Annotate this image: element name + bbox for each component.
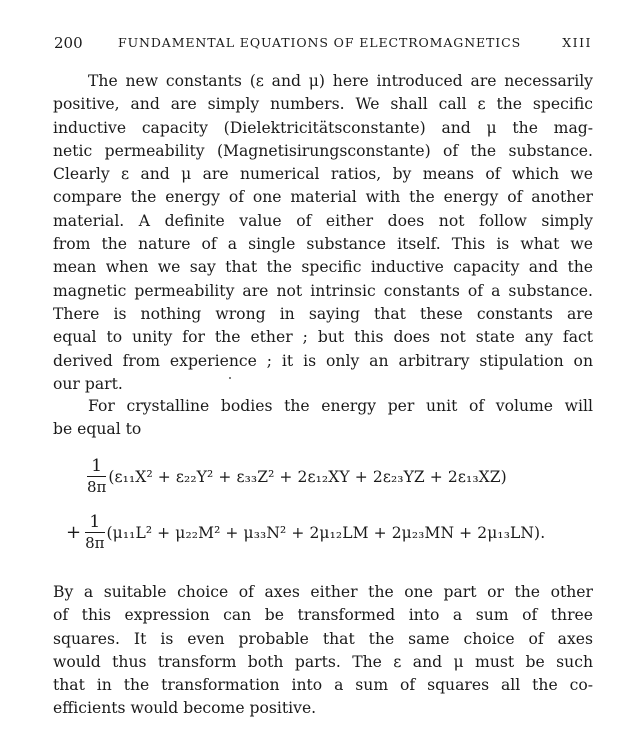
print-speck — [229, 377, 231, 379]
text-line: from the nature of a single substance itself. This is what we — [53, 235, 593, 254]
text-line: our part. — [53, 374, 123, 393]
chapter-number: XIII — [562, 35, 592, 50]
paragraph-crystalline — [53, 395, 593, 442]
fraction-one-over-eight-pi — [87, 456, 106, 497]
text-line: There is nothing wrong in saying that these constants are — [53, 304, 593, 323]
text-line: derived from experience ; it is only an arbitrary stipulation on — [53, 351, 593, 370]
fraction-denominator: 8π — [85, 534, 105, 552]
plus-sign: + — [66, 522, 82, 543]
text-line: compare the energy of one material with the energy of another — [53, 188, 593, 207]
text-line: squares. It is even probable that the same choice of axes — [53, 629, 593, 648]
text-line: mean when we say that the specific inductive capacity and the — [53, 258, 593, 277]
page-number: 200 — [54, 34, 83, 52]
paragraph-axes — [53, 581, 593, 721]
text-line: efficients would become positive. — [53, 699, 317, 718]
text-line: The new constants (ε and μ) here introduced are necessarily — [88, 72, 593, 90]
text-line: equal to unity for the ether ; but this does not state any fact — [53, 328, 593, 347]
text-line: For crystalline bodies the energy per unit of volume will — [88, 397, 593, 415]
epsilon-expression: (ε₁₁X² + ε₂₂Y² + ε₃₃Z² + 2ε₁₂XY + 2ε₂₃YZ + 2ε₁₃XZ) — [108, 467, 507, 486]
text-line: positive, and are simply numbers. We shall call ε the specific — [53, 95, 593, 114]
page-header — [54, 34, 592, 56]
fraction-numerator: 1 — [87, 456, 106, 477]
fraction-one-over-eight-pi — [85, 512, 104, 553]
text-line: By a suitable choice of axes either the one part or the other — [53, 583, 593, 601]
text-line: of this expression can be transformed into a sum of three — [53, 606, 593, 625]
text-line: Clearly ε and μ are numerical ratios, by means of which we — [53, 165, 593, 184]
text-line: material. A definite value of either does not follow simply — [53, 211, 593, 230]
equation-line-epsilon — [87, 456, 507, 497]
running-title: FUNDAMENTAL EQUATIONS OF ELECTROMAGNETICS — [118, 35, 522, 50]
equation-line-mu — [66, 512, 545, 553]
mu-expression: (μ₁₁L² + μ₂₂M² + μ₃₃N² + 2μ₁₂LM + 2μ₂₃MN + 2μ₁₃LN). — [106, 523, 546, 542]
text-line: be equal to — [53, 420, 142, 439]
text-line: magnetic permeability are not intrinsic constants of a substance. — [53, 281, 593, 300]
fraction-numerator: 1 — [85, 512, 104, 533]
text-line: netic permeability (Magnetisirungsconstante) of the substance. — [53, 141, 593, 160]
paragraph-constants — [53, 70, 593, 396]
text-line: inductive capacity (Dielektricitätsconstante) and μ the mag- — [53, 118, 593, 137]
fraction-denominator: 8π — [87, 478, 107, 496]
text-line: that in the transformation into a sum of squares all the co- — [53, 676, 593, 695]
text-line: would thus transform both parts. The ε and μ must be such — [53, 652, 593, 671]
